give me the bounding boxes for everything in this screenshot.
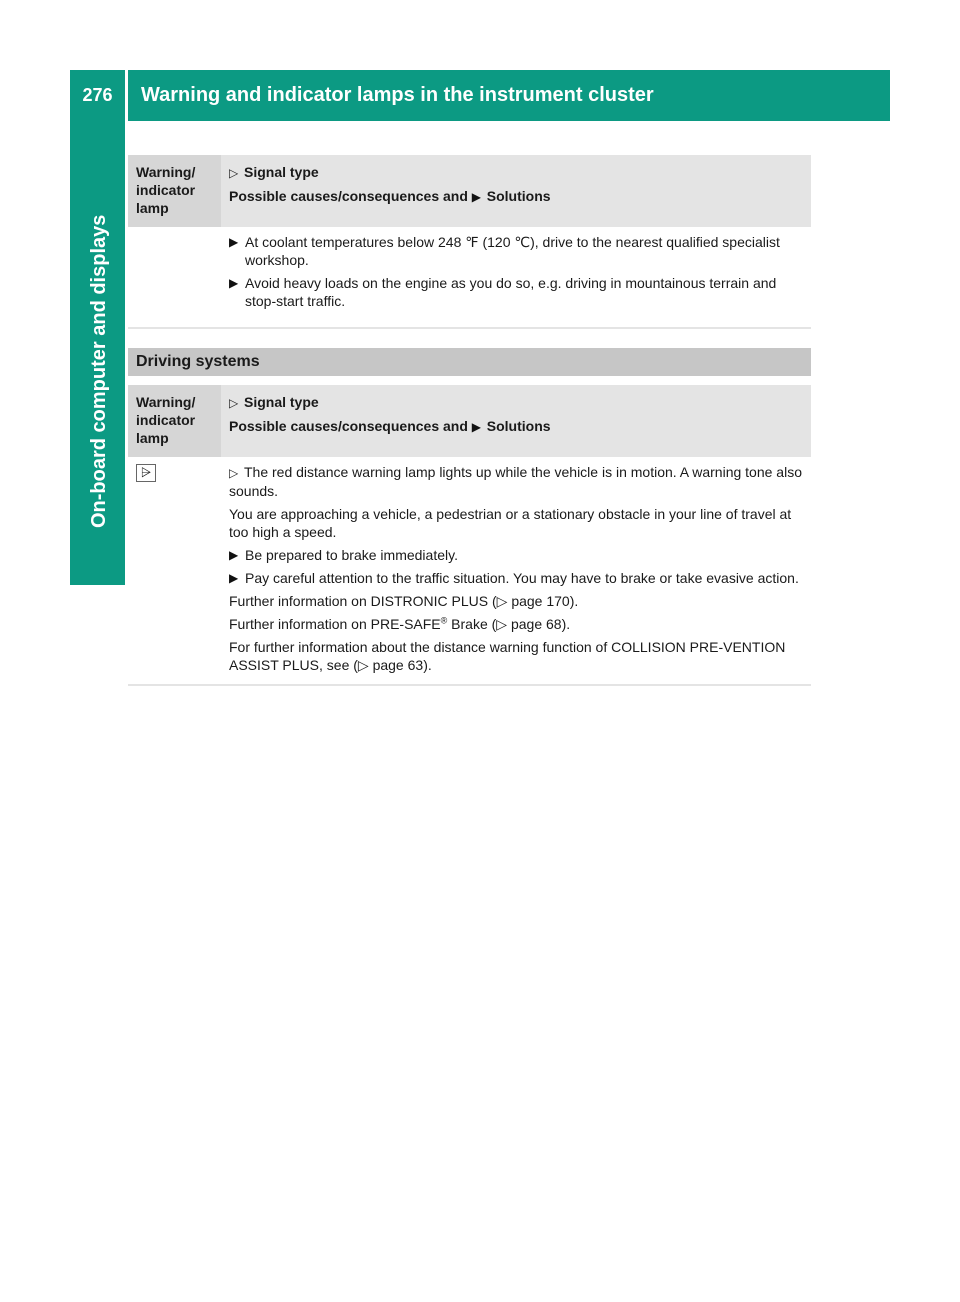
table-row (128, 457, 811, 685)
distance-warning-lamp-icon: ⩥ (136, 464, 156, 482)
solution-arrow-icon: ▶ (229, 548, 239, 562)
warning-table-coolant (128, 155, 811, 329)
column-header-signal (221, 155, 811, 227)
info-text: Further information on DISTRONIC PLUS ( (229, 593, 497, 609)
column-header-line: lamp (136, 430, 169, 446)
section-title: Driving systems (136, 353, 260, 370)
description-cell (221, 457, 811, 685)
registered-mark: ® (440, 615, 448, 626)
solution-arrow-icon: ▶ (471, 420, 482, 434)
lamp-cell-empty (128, 227, 221, 328)
further-info-distronic (229, 592, 803, 610)
column-header-line: indicator (136, 182, 196, 198)
signal-type-icon: ▷ (229, 466, 239, 480)
signal-type-label: Signal type (244, 164, 319, 180)
page-header (70, 70, 890, 121)
solution-arrow-icon: ▶ (229, 235, 239, 249)
page-reference-link[interactable]: page 68 (510, 616, 562, 632)
info-text: Brake ( (447, 616, 497, 632)
solution-step (229, 233, 803, 269)
signal-type-label: Signal type (244, 394, 319, 410)
page-number: 276 (82, 85, 113, 105)
info-text: ). (423, 657, 432, 673)
solution-arrow-icon: ▶ (471, 190, 482, 204)
table-row (128, 227, 811, 328)
column-header-line: Warning/ (136, 164, 196, 180)
page-ref-icon: ▷ (496, 616, 508, 632)
table-header-row (128, 385, 811, 457)
info-text: Further information on PRE-SAFE (229, 616, 441, 632)
page-reference-link[interactable]: page 63 (372, 657, 424, 673)
column-header-line: Warning/ (136, 394, 196, 410)
table-header-row (128, 155, 811, 227)
signal-description (229, 463, 803, 500)
intro-text: The red distance warning lamp lights up while the vehicle is in motion. A warning tone also sounds. (229, 464, 802, 499)
solution-step (229, 569, 803, 587)
solution-arrow-icon: ▶ (229, 571, 239, 585)
signal-type-icon: ▷ (229, 166, 239, 180)
info-text: For further information about the distance warning function of COLLISION PRE-VENTION ASSIST PLUS, see ( (229, 639, 786, 673)
column-header-lamp (128, 385, 221, 457)
step-text: Be prepared to brake immediately. (245, 547, 458, 563)
column-header-lamp (128, 155, 221, 227)
step-text: Pay careful attention to the traffic situation. You may have to brake or take evasive action. (245, 570, 799, 586)
solutions-label: Solutions (486, 188, 551, 204)
page-reference-link[interactable]: page 170 (511, 593, 570, 609)
cause-text: You are approaching a vehicle, a pedestrian or a stationary obstacle in your line of travel at too high a speed. (229, 506, 792, 540)
causes-label: Possible causes/consequences and (229, 418, 468, 434)
warning-table-driving-systems (128, 385, 811, 686)
side-chapter-label: On-board computer and displays (88, 214, 110, 528)
further-info-collision-prevention (229, 638, 803, 674)
page-title: Warning and indicator lamps in the instrument cluster (141, 84, 654, 106)
page-ref-icon: ▷ (357, 657, 369, 673)
page-ref-icon: ▷ (496, 593, 508, 609)
step-text: Avoid heavy loads on the engine as you do so, e.g. driving in mountainous terrain and stop-start traffic. (245, 275, 777, 309)
causes-label: Possible causes/consequences and (229, 188, 468, 204)
further-info-pre-safe (229, 615, 803, 633)
solution-step (229, 274, 803, 310)
column-header-signal (221, 385, 811, 457)
column-header-line: lamp (136, 200, 169, 216)
step-text: At coolant temperatures below 248 ℉ (120 ℃), drive to the nearest qualified specialist workshop. (245, 234, 780, 268)
section-heading (128, 348, 811, 376)
solutions-label: Solutions (486, 418, 551, 434)
column-header-line: indicator (136, 412, 196, 428)
info-text: ). (561, 616, 571, 632)
header-divider (125, 70, 128, 121)
solution-arrow-icon: ▶ (229, 276, 239, 290)
description-cell (221, 227, 811, 328)
signal-type-icon: ▷ (229, 396, 239, 410)
solution-step (229, 546, 803, 564)
info-text: ). (569, 593, 579, 609)
lamp-cell (128, 457, 221, 685)
